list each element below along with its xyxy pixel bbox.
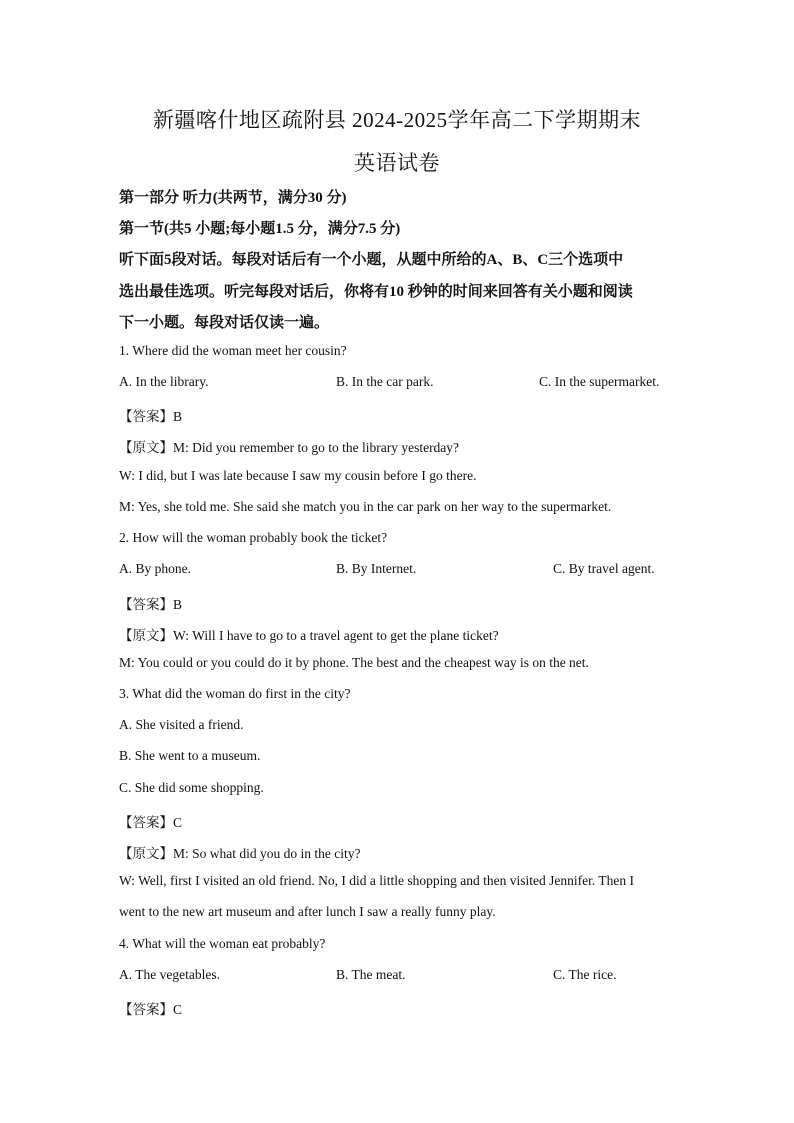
option-a: A. The vegetables. [119, 967, 220, 982]
answer-value: B [173, 597, 183, 612]
option-c: C. By travel agent. [553, 561, 655, 576]
option-b: B. The meat. [336, 967, 406, 982]
option-b: B. By Internet. [336, 561, 417, 576]
option-a: A. In the library. [119, 374, 209, 389]
transcript-text: M: Yes, she told me. She said she match you in the car park on her way to the supermarket. [119, 499, 612, 514]
exam-title: 新疆喀什地区疏附县 2024-2025学年高二下学期期末 [152, 108, 642, 132]
question-stem: 1. Where did the woman meet her cousin? [119, 343, 347, 358]
answer-line [119, 405, 679, 425]
exam-subtitle: 英语试卷 [354, 151, 440, 175]
transcript-text: W: I did, but I was late because I saw my cousin before I go there. [119, 468, 477, 483]
transcript-line [119, 624, 679, 644]
option-c: C. The rice. [553, 967, 617, 982]
answer-tag: 【答案】 [119, 409, 173, 424]
option-c: C. In the supermarket. [539, 374, 660, 389]
option-a: A. By phone. [119, 561, 191, 576]
answer-value: C [173, 1002, 183, 1017]
transcript-tag: 【原文】 [119, 628, 173, 643]
instruction-line-1: 听下面5段对话。每段对话后有一个小题，从题中所给的A、B、C三个选项中 [119, 252, 624, 268]
transcript-tag: 【原文】 [119, 440, 173, 455]
answer-line [119, 998, 679, 1018]
answer-tag: 【答案】 [119, 1002, 173, 1017]
question-stem: 2. How will the woman probably book the ticket? [119, 530, 388, 545]
question-stem: 3. What did the woman do first in the city? [119, 686, 351, 701]
option-a: A. She visited a friend. [119, 717, 244, 732]
transcript-text: M: You could or you could do it by phone. The best and the cheapest way is on the net. [119, 655, 589, 670]
answer-line [119, 593, 679, 613]
transcript-text: W: Well, first I visited an old friend. No, I did a little shopping and then visited Jennifer. Then I [119, 873, 634, 888]
transcript-text: W: Will I have to go to a travel agent to get the plane ticket? [173, 628, 499, 643]
transcript-tag: 【原文】 [119, 846, 173, 861]
instruction-line-3: 下一小题。每段对话仅读一遍。 [119, 315, 330, 331]
question-stem: 4. What will the woman eat probably? [119, 936, 326, 951]
part-heading: 第一部分 听力(共两节，满分30 分) [119, 190, 347, 206]
answer-value: C [173, 815, 183, 830]
answer-line [119, 811, 679, 831]
transcript-text: went to the new art museum and after lunch I saw a really funny play. [119, 904, 496, 919]
section-heading: 第一节(共5 小题;每小题1.5 分，满分7.5 分) [119, 221, 401, 237]
option-b: B. In the car park. [336, 374, 434, 389]
transcript-line [119, 436, 679, 456]
option-b: B. She went to a museum. [119, 748, 261, 763]
answer-tag: 【答案】 [119, 815, 173, 830]
option-c: C. She did some shopping. [119, 780, 264, 795]
transcript-text: M: So what did you do in the city? [173, 846, 361, 861]
instruction-line-2: 选出最佳选项。听完每段对话后，你将有10 秒钟的时间来回答有关小题和阅读 [119, 284, 633, 300]
answer-value: B [173, 409, 183, 424]
answer-tag: 【答案】 [119, 597, 173, 612]
transcript-text: M: Did you remember to go to the library yesterday? [173, 440, 460, 455]
transcript-line [119, 842, 679, 862]
